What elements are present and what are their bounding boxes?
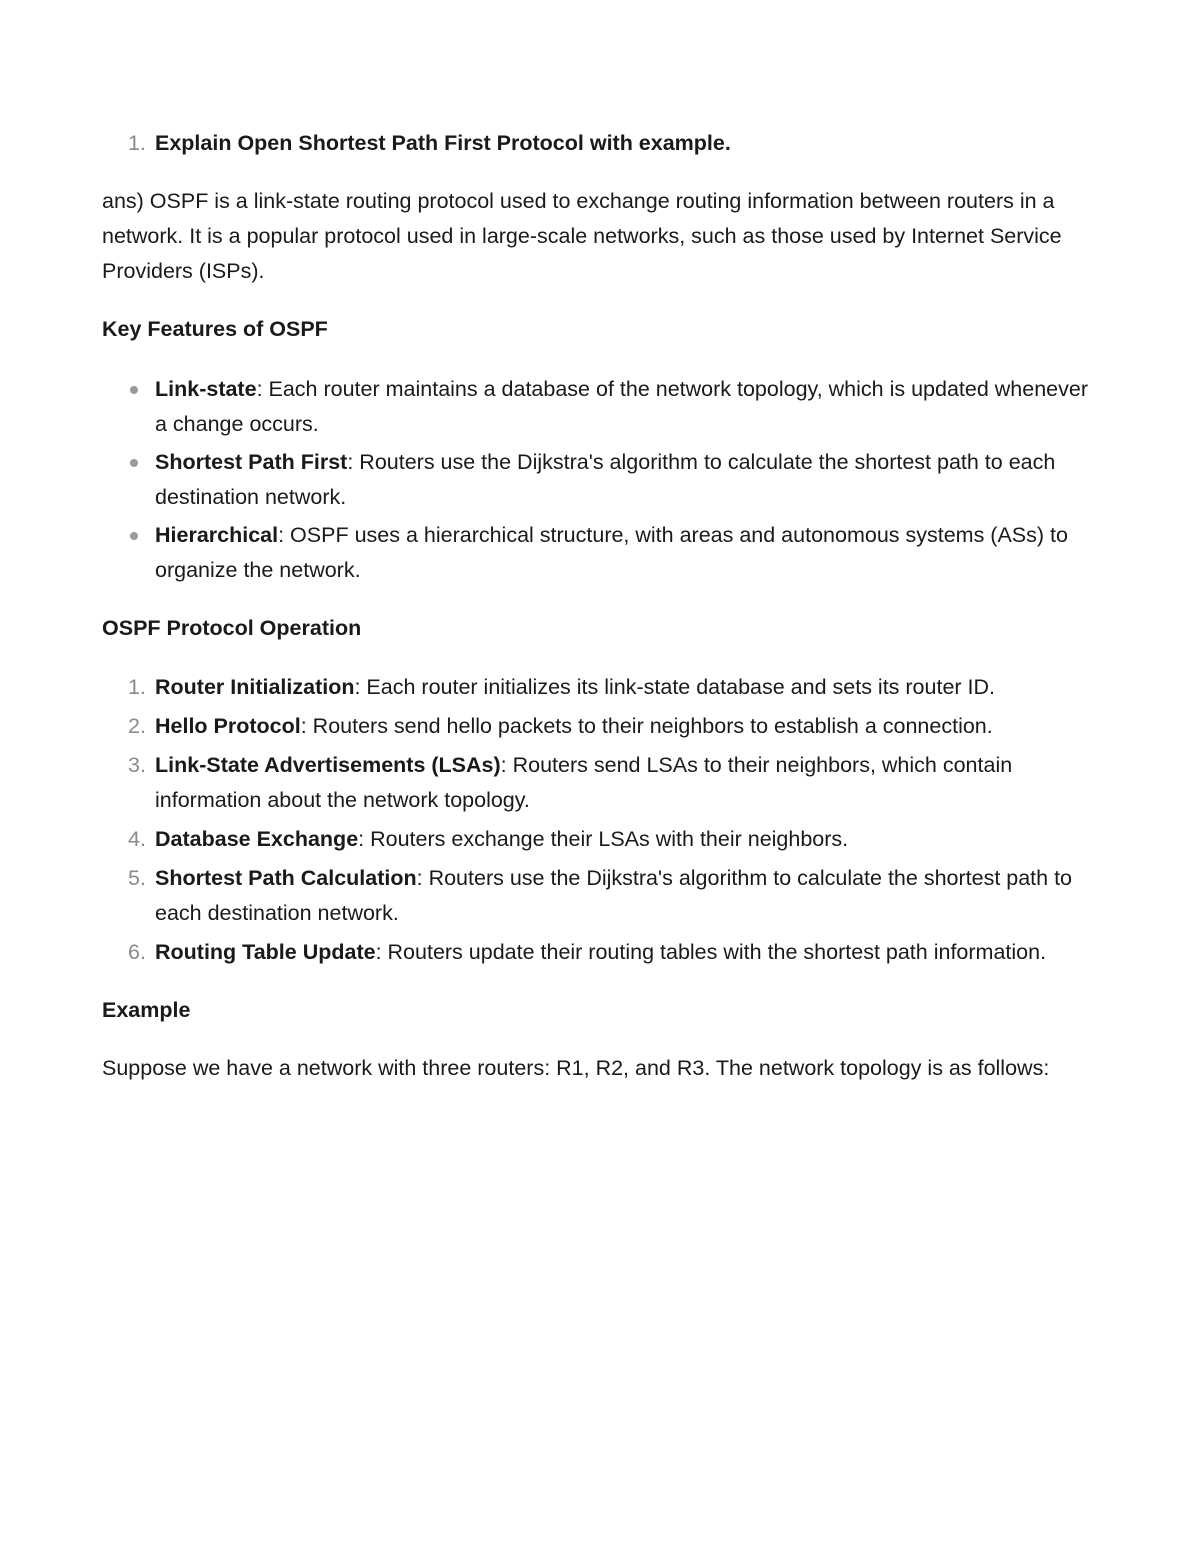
example-text: Suppose we have a network with three routers: R1, R2, and R3. The network topology is as follows:: [102, 1056, 1050, 1080]
question-text: Explain Open Shortest Path First Protocol with example.: [155, 131, 731, 155]
step-description: : Each router initializes its link-state database and sets its router ID.: [354, 675, 996, 699]
feature-description: : OSPF uses a hierarchical structure, with areas and autonomous systems (ASs) to organize the network.: [155, 523, 1068, 582]
operation-step: [102, 748, 1102, 818]
step-term: Router Initialization: [155, 675, 355, 699]
feature-term: Shortest Path First: [155, 450, 348, 474]
step-number: 1.: [128, 675, 146, 699]
step-number: 2.: [128, 714, 146, 738]
feature-item: [102, 372, 1102, 442]
operation-step: [102, 670, 1102, 705]
step-number: 4.: [128, 827, 146, 851]
operation-step: [102, 822, 1102, 857]
question-item: [102, 126, 1102, 161]
step-description: : Routers use the Dijkstra's algorithm to calculate the shortest path to each destination network.: [155, 866, 1073, 925]
step-number: 5.: [128, 866, 146, 890]
feature-term: Hierarchical: [155, 523, 279, 547]
step-description: : Routers exchange their LSAs with their neighbors.: [358, 827, 849, 851]
bullet-icon: [130, 459, 138, 467]
feature-description: : Routers use the Dijkstra's algorithm to calculate the shortest path to each destination network.: [155, 450, 1056, 509]
step-description: : Routers update their routing tables with the shortest path information.: [375, 940, 1047, 964]
bullet-icon: [130, 386, 138, 394]
step-number: 3.: [128, 753, 146, 777]
step-term: Database Exchange: [155, 827, 359, 851]
document-page: [102, 126, 1102, 1086]
operation-step: [102, 935, 1102, 970]
example-heading: Example: [102, 998, 191, 1022]
operation-step: [102, 709, 1102, 744]
step-number: 6.: [128, 940, 146, 964]
step-description: : Routers send hello packets to their neighbors to establish a connection.: [300, 714, 993, 738]
step-term: Routing Table Update: [155, 940, 376, 964]
step-term: Link-State Advertisements (LSAs): [155, 753, 501, 777]
key-features-list: [102, 372, 1102, 588]
feature-item: [102, 518, 1102, 588]
operation-list: [102, 670, 1102, 970]
question-list: [102, 126, 1102, 161]
key-features-heading: Key Features of OSPF: [102, 317, 328, 341]
operation-heading: OSPF Protocol Operation: [102, 616, 362, 640]
bullet-icon: [130, 532, 138, 540]
step-term: Shortest Path Calculation: [155, 866, 417, 890]
feature-term: Link-state: [155, 377, 257, 401]
question-number: 1.: [128, 131, 146, 155]
operation-step: [102, 861, 1102, 931]
answer-intro: ans) OSPF is a link-state routing protocol used to exchange routing information between routers in a network. It is a popular protocol used in large-scale networks, such as those used by Internet Service Providers (ISPs).: [102, 189, 1062, 283]
feature-description: : Each router maintains a database of the network topology, which is updated whenever a change occurs.: [155, 377, 1088, 436]
step-description: : Routers send LSAs to their neighbors, which contain information about the network topology.: [155, 753, 1013, 812]
feature-item: [102, 445, 1102, 515]
step-term: Hello Protocol: [155, 714, 301, 738]
